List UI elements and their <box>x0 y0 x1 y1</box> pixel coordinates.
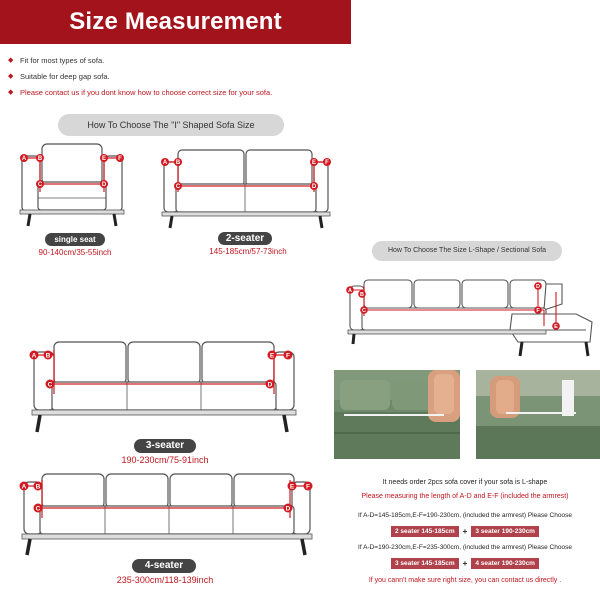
marker-f: F <box>325 160 329 166</box>
marker-f: F <box>536 308 540 314</box>
contact-note: ◆ Please contact us if you dont know how to choose correct size for your sofa. <box>8 88 348 104</box>
plus-sign: + <box>462 526 468 536</box>
marker-d: D <box>536 284 540 290</box>
marker-d: D <box>267 381 273 389</box>
marker-c: C <box>47 381 53 389</box>
page-title: Size Measurement <box>69 8 282 35</box>
marker-d: D <box>311 184 317 190</box>
plus-sign: + <box>462 558 468 568</box>
marker-f: F <box>306 483 310 491</box>
chip-3-seater: 3 seater 190-230cm <box>471 526 539 537</box>
three-seater-sofa-diagram <box>26 338 298 436</box>
marker-d: D <box>101 182 107 188</box>
chip-3-seater: 3 seater 145-185cm <box>391 558 459 569</box>
marker-e: E <box>101 156 107 162</box>
two-seater-size: 145-185cm/57-73inch <box>209 247 287 256</box>
case-1-choice <box>330 525 600 537</box>
l-shape-section-title: How To Choose The Size L-Shape / Sectional Sofa <box>372 241 562 261</box>
marker-c: C <box>37 182 43 188</box>
marker-c: C <box>362 308 366 314</box>
feature-item: ◆ Suitable for deep gap sofa. <box>8 72 348 88</box>
marker-f: F <box>286 352 290 360</box>
marker-a: A <box>348 288 352 294</box>
two-seater-sofa-diagram <box>160 148 332 230</box>
l-shape-sofa-diagram <box>340 270 600 362</box>
marker-e: E <box>554 324 558 330</box>
four-seater-tag: 4-seater <box>132 559 196 573</box>
marker-b: B <box>45 352 51 360</box>
marker-e: E <box>311 160 317 166</box>
contact-us-note: If you cann't make sure right size, you can contact us directly . <box>368 577 562 584</box>
measuring-photo-right <box>476 370 600 459</box>
l-shape-measure-note: Please measuring the length of A-D and E-F (included the armrest) <box>361 493 569 500</box>
marker-e: E <box>289 483 295 491</box>
three-seater-size: 190-230cm/75-91inch <box>121 455 209 465</box>
feature-list <box>8 56 348 104</box>
marker-c: C <box>175 184 181 190</box>
single-seat-sofa-diagram <box>16 142 128 230</box>
marker-b: B <box>175 160 181 166</box>
marker-b: B <box>37 156 43 162</box>
marker-a: A <box>21 156 27 162</box>
marker-b: B <box>360 292 364 298</box>
four-seater-sofa-diagram <box>18 470 314 558</box>
marker-a: A <box>31 352 37 360</box>
chip-4-seater: 4 seater 190-230cm <box>471 558 539 569</box>
l-shape-case-1: If A-D=145-185cm,E-F=190-230cm, (included the armrest) Please Choose <box>358 512 572 519</box>
chip-2-seater: 2 seater 145-185cm <box>391 526 459 537</box>
marker-a: A <box>21 483 27 491</box>
single-seat-tag: single seat <box>45 233 105 246</box>
i-shape-section-title: How To Choose The "I" Shaped Sofa Size <box>58 114 284 136</box>
two-seater-tag: 2-seater <box>218 232 272 245</box>
feature-item: ◆ Fit for most types of sofa. <box>8 56 348 72</box>
measuring-photo-left <box>334 370 460 459</box>
single-seat-size: 90-140cm/35-55inch <box>38 248 112 257</box>
marker-f: F <box>118 156 122 162</box>
l-shape-order-note: It needs order 2pcs sofa cover if your sofa is L-shape <box>382 479 548 486</box>
marker-d: D <box>285 505 291 513</box>
marker-e: E <box>269 352 275 360</box>
marker-b: B <box>35 483 41 491</box>
l-shape-case-2: If A-D=190-230cm,E-F=235-300cm, (included the armrest) Please Choose <box>358 544 572 551</box>
four-seater-size: 235-300cm/118-139inch <box>116 575 214 585</box>
three-seater-tag: 3-seater <box>134 439 196 453</box>
case-2-choice <box>330 557 600 569</box>
marker-c: C <box>35 505 41 513</box>
marker-a: A <box>162 160 168 166</box>
